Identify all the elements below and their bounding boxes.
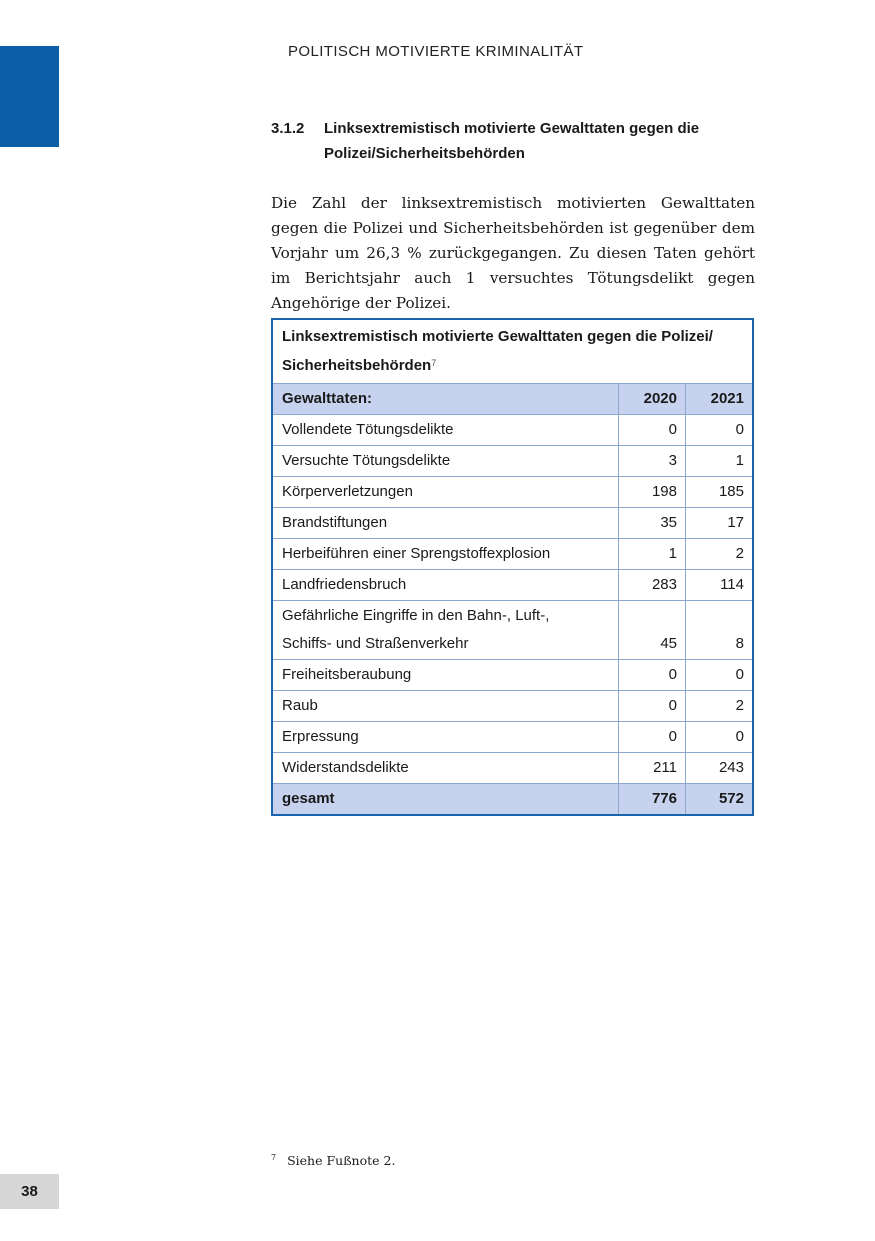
header-year-2020: 2020 [618, 384, 685, 414]
row-value-2020: 35 [618, 508, 685, 538]
row-label: Freiheitsberaubung [282, 666, 412, 683]
footnote [271, 1153, 395, 1168]
table-row [273, 660, 752, 691]
table-total-row [273, 784, 752, 814]
row-label: Brandstiftungen [282, 514, 388, 531]
table-row [273, 601, 752, 660]
row-value-2021: 2 [685, 691, 752, 721]
chapter-color-tab [0, 46, 59, 147]
total-label: gesamt [282, 790, 335, 807]
section-heading [271, 116, 761, 166]
footnote-text: Siehe Fußnote 2. [287, 1153, 396, 1168]
row-label: Erpressung [282, 728, 359, 745]
page-number: 38 [0, 1174, 59, 1209]
row-value-2020: 0 [618, 660, 685, 690]
row-label: Landfriedensbruch [282, 576, 407, 593]
row-label: Versuchte Tötungsdelikte [282, 452, 451, 469]
row-label: Widerstandsdelikte [282, 759, 409, 776]
header-label: Gewalttaten: [282, 390, 373, 407]
row-label-line2: Schiffs- und Straßenverkehr [282, 635, 469, 652]
row-value-2021: 2 [685, 539, 752, 569]
row-value-2021: 0 [685, 415, 752, 445]
footnote-reference: 7 [431, 358, 437, 368]
row-label: Herbeiführen einer Sprengstoffexplosion [282, 545, 551, 562]
row-value-2020: 0 [618, 691, 685, 721]
row-value-2021: 8 [685, 601, 752, 659]
row-value-2021: 0 [685, 660, 752, 690]
row-label-line1: Gefährliche Eingriffe in den Bahn-, Luft-, [282, 607, 550, 624]
table-row [273, 415, 752, 446]
row-label: Raub [282, 697, 318, 714]
row-value-2020: 198 [618, 477, 685, 507]
row-value-2020: 3 [618, 446, 685, 476]
table-header-row [273, 384, 752, 415]
table-row [273, 753, 752, 784]
body-paragraph: Die Zahl der linksextremistisch motivierten Gewalttaten gegen die Polizei und Sicherheitsbehörden ist gegenüber dem Vorjahr um 26,3 % zurückgegangen. Zu diesen Taten gehört im Berichtsjahr auch 1 versuchtes Tötungsdelikt gegen Angehörige der Polizei. [271, 194, 755, 312]
table-title-line2: Sicherheitsbehörden [282, 357, 432, 374]
row-value-2020: 45 [618, 601, 685, 659]
section-title: Linksextremistisch motivierte Gewalttaten gegen die Polizei/Sicherheitsbehörden [324, 120, 700, 162]
row-label: Vollendete Tötungsdelikte [282, 421, 454, 438]
table-row [273, 477, 752, 508]
row-value-2020: 1 [618, 539, 685, 569]
table-row [273, 722, 752, 753]
row-value-2021: 1 [685, 446, 752, 476]
total-value-2021: 572 [685, 784, 752, 814]
row-value-2020: 0 [618, 722, 685, 752]
header-year-2021: 2021 [685, 384, 752, 414]
row-value-2021: 17 [685, 508, 752, 538]
row-value-2020: 211 [618, 753, 685, 783]
row-value-2021: 243 [685, 753, 752, 783]
row-value-2020: 283 [618, 570, 685, 600]
row-label [273, 601, 618, 659]
table-row [273, 691, 752, 722]
row-label: Körperverletzungen [282, 483, 413, 500]
table-row [273, 539, 752, 570]
total-value-2020: 776 [618, 784, 685, 814]
row-value-2021: 0 [685, 722, 752, 752]
table-title-line1: Linksextremistisch motivierte Gewalttaten gegen die Polizei/ [282, 328, 713, 345]
table-title [273, 320, 752, 384]
footnote-mark: 7 [271, 1153, 277, 1162]
table-row [273, 570, 752, 601]
row-value-2020: 0 [618, 415, 685, 445]
violence-statistics-table [271, 318, 754, 816]
section-number: 3.1.2 [271, 120, 305, 137]
row-value-2021: 185 [685, 477, 752, 507]
table-row [273, 446, 752, 477]
table-row [273, 508, 752, 539]
running-header: POLITISCH MOTIVIERTE KRIMINALITÄT [288, 43, 584, 60]
row-value-2021: 114 [685, 570, 752, 600]
